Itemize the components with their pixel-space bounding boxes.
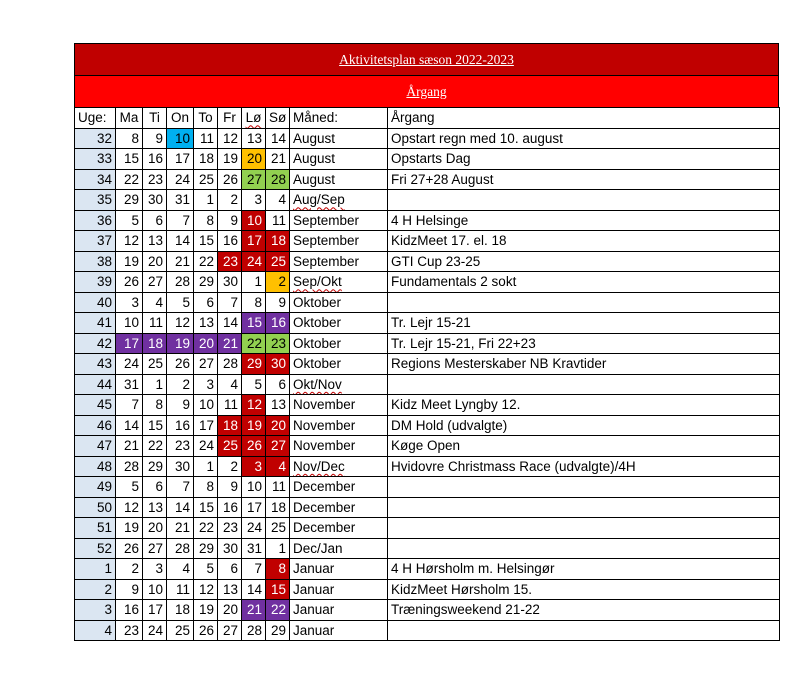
note-cell[interactable]: Opstarts Dag — [388, 149, 780, 170]
month-cell[interactable]: September — [290, 251, 388, 272]
week-row — [75, 333, 780, 354]
week-row — [75, 149, 780, 170]
day-cell[interactable]: 10 — [116, 313, 143, 334]
calendar-table — [74, 107, 780, 641]
day-cell[interactable]: 16 — [218, 231, 242, 252]
day-cell[interactable]: 11 — [167, 579, 194, 600]
note-cell[interactable] — [388, 190, 780, 211]
day-cell[interactable]: 6 — [194, 292, 218, 313]
day-cell[interactable]: 7 — [116, 395, 143, 416]
week-number-cell[interactable]: 44 — [75, 374, 116, 395]
week-number-cell[interactable]: 45 — [75, 395, 116, 416]
day-cell[interactable]: 21 — [167, 518, 194, 539]
day-cell[interactable]: 5 — [167, 292, 194, 313]
day-cell[interactable]: 8 — [143, 395, 167, 416]
day-cell[interactable]: 20 — [242, 149, 266, 170]
day-cell[interactable]: 14 — [116, 415, 143, 436]
day-cell[interactable]: 19 — [194, 600, 218, 621]
day-cell[interactable]: 2 — [116, 559, 143, 580]
day-cell[interactable]: 9 — [218, 477, 242, 498]
month-cell[interactable]: November — [290, 436, 388, 457]
day-cell[interactable]: 19 — [116, 518, 143, 539]
day-cell[interactable]: 15 — [266, 579, 290, 600]
day-cell[interactable]: 28 — [116, 456, 143, 477]
day-cell[interactable]: 29 — [266, 620, 290, 641]
day-cell[interactable]: 11 — [266, 477, 290, 498]
day-cell[interactable]: 28 — [167, 538, 194, 559]
header-month[interactable]: Måned: — [290, 108, 388, 129]
day-cell[interactable]: 24 — [167, 169, 194, 190]
week-row — [75, 477, 780, 498]
day-cell[interactable]: 28 — [167, 272, 194, 293]
day-cell[interactable]: 11 — [218, 395, 242, 416]
day-cell[interactable]: 22 — [266, 600, 290, 621]
day-cell[interactable]: 12 — [194, 579, 218, 600]
day-cell[interactable]: 13 — [266, 395, 290, 416]
day-cell[interactable]: 20 — [266, 415, 290, 436]
week-number-cell[interactable]: 41 — [75, 313, 116, 334]
month-cell[interactable]: Januar — [290, 600, 388, 621]
day-cell[interactable]: 16 — [143, 149, 167, 170]
month-cell[interactable]: September — [290, 210, 388, 231]
day-cell[interactable]: 24 — [194, 436, 218, 457]
day-cell[interactable]: 27 — [143, 272, 167, 293]
day-cell[interactable]: 29 — [143, 456, 167, 477]
week-row — [75, 538, 780, 559]
week-number-cell[interactable]: 47 — [75, 436, 116, 457]
day-cell[interactable]: 26 — [116, 272, 143, 293]
day-cell[interactable]: 18 — [218, 415, 242, 436]
day-cell[interactable]: 11 — [143, 313, 167, 334]
note-cell[interactable] — [388, 374, 780, 395]
day-cell[interactable]: 29 — [116, 190, 143, 211]
week-number-cell[interactable]: 33 — [75, 149, 116, 170]
note-cell[interactable]: Opstart regn med 10. august — [388, 128, 780, 149]
header-notes[interactable]: Årgang — [388, 108, 780, 129]
month-cell[interactable]: November — [290, 415, 388, 436]
day-cell[interactable]: 19 — [242, 415, 266, 436]
day-cell[interactable]: 23 — [218, 251, 242, 272]
day-cell[interactable]: 4 — [266, 456, 290, 477]
day-cell[interactable]: 1 — [143, 374, 167, 395]
week-row — [75, 354, 780, 375]
week-number-cell[interactable]: 40 — [75, 292, 116, 313]
day-cell[interactable]: 22 — [143, 436, 167, 457]
month-label: Sep/Okt — [293, 274, 342, 290]
day-cell[interactable]: 20 — [143, 518, 167, 539]
week-row — [75, 169, 780, 190]
day-cell[interactable]: 27 — [194, 354, 218, 375]
week-number-cell[interactable]: 34 — [75, 169, 116, 190]
note-cell[interactable]: Køge Open — [388, 436, 780, 457]
day-cell[interactable]: 8 — [194, 210, 218, 231]
day-cell[interactable]: 15 — [242, 313, 266, 334]
day-cell[interactable]: 4 — [167, 559, 194, 580]
day-cell[interactable]: 8 — [266, 559, 290, 580]
month-cell[interactable]: Oktober — [290, 354, 388, 375]
day-cell[interactable]: 24 — [242, 518, 266, 539]
day-cell[interactable]: 14 — [167, 497, 194, 518]
month-cell[interactable]: August — [290, 169, 388, 190]
month-cell[interactable] — [290, 374, 388, 395]
day-cell[interactable]: 13 — [194, 313, 218, 334]
day-cell[interactable]: 4 — [218, 374, 242, 395]
day-cell[interactable]: 27 — [143, 538, 167, 559]
day-cell[interactable]: 10 — [242, 210, 266, 231]
day-cell[interactable]: 8 — [194, 477, 218, 498]
week-row — [75, 497, 780, 518]
header-saturday-label: Lø — [245, 110, 262, 126]
day-cell[interactable]: 27 — [266, 436, 290, 457]
day-cell[interactable]: 14 — [167, 231, 194, 252]
day-cell[interactable]: 24 — [242, 251, 266, 272]
day-cell[interactable]: 13 — [143, 497, 167, 518]
day-cell[interactable]: 31 — [242, 538, 266, 559]
week-number-cell[interactable]: 32 — [75, 128, 116, 149]
note-cell[interactable]: Tr. Lejr 15-21, Fri 22+23 — [388, 333, 780, 354]
day-cell[interactable]: 9 — [116, 579, 143, 600]
note-cell[interactable]: Tr. Lejr 15-21 — [388, 313, 780, 334]
day-cell[interactable]: 17 — [167, 149, 194, 170]
activity-plan-sheet — [74, 43, 779, 641]
week-row — [75, 456, 780, 477]
week-row — [75, 231, 780, 252]
day-cell[interactable]: 1 — [194, 190, 218, 211]
day-cell[interactable]: 23 — [266, 333, 290, 354]
day-cell[interactable]: 23 — [218, 518, 242, 539]
day-cell[interactable]: 16 — [167, 415, 194, 436]
day-cell[interactable]: 1 — [266, 538, 290, 559]
month-cell[interactable]: Oktober — [290, 292, 388, 313]
month-cell[interactable]: Dec/Jan — [290, 538, 388, 559]
day-cell[interactable]: 26 — [116, 538, 143, 559]
day-cell[interactable]: 30 — [167, 456, 194, 477]
day-cell[interactable]: 20 — [143, 251, 167, 272]
month-label: Nov/Dec — [293, 458, 345, 474]
day-cell[interactable]: 21 — [266, 149, 290, 170]
day-cell[interactable]: 7 — [167, 210, 194, 231]
week-number-cell[interactable]: 50 — [75, 497, 116, 518]
day-cell[interactable]: 7 — [242, 559, 266, 580]
day-cell[interactable]: 4 — [266, 190, 290, 211]
day-cell[interactable]: 30 — [143, 190, 167, 211]
day-cell[interactable]: 12 — [116, 231, 143, 252]
note-cell[interactable]: DM Hold (udvalgte) — [388, 415, 780, 436]
month-cell[interactable]: Oktober — [290, 333, 388, 354]
note-cell[interactable]: KidzMeet Hørsholm 15. — [388, 579, 780, 600]
day-cell[interactable]: 3 — [242, 456, 266, 477]
day-cell[interactable]: 13 — [242, 128, 266, 149]
note-cell[interactable]: Hvidovre Christmass Race (udvalgte)/4H — [388, 456, 780, 477]
day-cell[interactable]: 30 — [266, 354, 290, 375]
note-cell[interactable] — [388, 292, 780, 313]
day-cell[interactable]: 15 — [194, 231, 218, 252]
week-row — [75, 210, 780, 231]
day-cell[interactable]: 14 — [242, 579, 266, 600]
day-cell[interactable]: 12 — [116, 497, 143, 518]
day-cell[interactable]: 18 — [266, 231, 290, 252]
day-cell[interactable]: 25 — [143, 354, 167, 375]
day-cell[interactable]: 16 — [218, 497, 242, 518]
month-cell[interactable]: August — [290, 128, 388, 149]
plan-title[interactable]: Aktivitetsplan sæson 2022-2023 — [74, 43, 779, 75]
day-cell[interactable]: 2 — [266, 272, 290, 293]
month-cell[interactable]: Januar — [290, 559, 388, 580]
day-cell[interactable]: 29 — [194, 272, 218, 293]
week-number-cell[interactable]: 39 — [75, 272, 116, 293]
day-cell[interactable]: 6 — [143, 477, 167, 498]
note-cell[interactable]: Træningsweekend 21-22 — [388, 600, 780, 621]
header-tuesday[interactable]: Ti — [143, 108, 167, 129]
day-cell[interactable]: 27 — [242, 169, 266, 190]
week-number-cell[interactable]: 46 — [75, 415, 116, 436]
day-cell[interactable]: 18 — [266, 497, 290, 518]
day-cell[interactable]: 22 — [116, 169, 143, 190]
day-cell[interactable]: 12 — [167, 313, 194, 334]
day-cell[interactable]: 3 — [143, 559, 167, 580]
header-week[interactable]: Uge: — [75, 108, 116, 129]
day-cell[interactable]: 18 — [194, 149, 218, 170]
note-cell[interactable]: Fri 27+28 August — [388, 169, 780, 190]
month-cell[interactable]: Januar — [290, 620, 388, 641]
week-number-cell[interactable]: 42 — [75, 333, 116, 354]
day-cell[interactable]: 28 — [218, 354, 242, 375]
note-cell[interactable]: Fundamentals 2 sokt — [388, 272, 780, 293]
note-cell[interactable] — [388, 538, 780, 559]
day-cell[interactable]: 25 — [266, 251, 290, 272]
day-cell[interactable]: 29 — [194, 538, 218, 559]
day-cell[interactable]: 8 — [242, 292, 266, 313]
day-cell[interactable]: 17 — [143, 600, 167, 621]
day-cell[interactable]: 13 — [143, 231, 167, 252]
week-row — [75, 313, 780, 334]
note-cell[interactable] — [388, 497, 780, 518]
day-cell[interactable]: 21 — [116, 436, 143, 457]
week-number-cell[interactable]: 1 — [75, 559, 116, 580]
day-cell[interactable]: 28 — [266, 169, 290, 190]
day-cell[interactable]: 15 — [116, 149, 143, 170]
note-cell[interactable]: Kidz Meet Lyngby 12. — [388, 395, 780, 416]
note-cell[interactable] — [388, 477, 780, 498]
day-cell[interactable]: 25 — [167, 620, 194, 641]
day-cell[interactable]: 5 — [116, 210, 143, 231]
day-cell[interactable]: 10 — [167, 128, 194, 149]
month-cell[interactable]: August — [290, 149, 388, 170]
day-cell[interactable]: 30 — [218, 272, 242, 293]
day-cell[interactable]: 15 — [143, 415, 167, 436]
day-cell[interactable]: 4 — [143, 292, 167, 313]
week-number-cell[interactable]: 2 — [75, 579, 116, 600]
week-row — [75, 436, 780, 457]
day-cell[interactable]: 29 — [242, 354, 266, 375]
day-cell[interactable]: 5 — [194, 559, 218, 580]
day-cell[interactable]: 1 — [194, 456, 218, 477]
day-cell[interactable]: 24 — [143, 620, 167, 641]
week-row — [75, 395, 780, 416]
day-cell[interactable]: 13 — [218, 579, 242, 600]
day-cell[interactable]: 7 — [218, 292, 242, 313]
day-cell[interactable]: 23 — [116, 620, 143, 641]
day-cell[interactable]: 11 — [194, 128, 218, 149]
day-cell[interactable]: 3 — [242, 190, 266, 211]
day-cell[interactable]: 2 — [218, 456, 242, 477]
week-row — [75, 518, 780, 539]
day-cell[interactable]: 28 — [242, 620, 266, 641]
day-cell[interactable]: 31 — [167, 190, 194, 211]
month-cell[interactable]: Oktober — [290, 313, 388, 334]
week-number-cell[interactable]: 3 — [75, 600, 116, 621]
week-row — [75, 559, 780, 580]
header-saturday[interactable] — [242, 108, 266, 129]
day-cell[interactable]: 19 — [116, 251, 143, 272]
day-cell[interactable]: 3 — [194, 374, 218, 395]
day-cell[interactable]: 30 — [218, 538, 242, 559]
day-cell[interactable]: 16 — [116, 600, 143, 621]
day-cell[interactable]: 6 — [143, 210, 167, 231]
week-row — [75, 620, 780, 641]
day-cell[interactable]: 17 — [242, 497, 266, 518]
month-cell[interactable]: December — [290, 497, 388, 518]
day-cell[interactable]: 19 — [167, 333, 194, 354]
note-cell[interactable]: Regions Mesterskaber NB Kravtider — [388, 354, 780, 375]
note-cell[interactable] — [388, 620, 780, 641]
day-cell[interactable]: 10 — [143, 579, 167, 600]
day-cell[interactable]: 21 — [218, 333, 242, 354]
day-cell[interactable]: 10 — [194, 395, 218, 416]
month-cell[interactable]: September — [290, 231, 388, 252]
day-cell[interactable]: 24 — [116, 354, 143, 375]
week-row — [75, 374, 780, 395]
week-number-cell[interactable]: 48 — [75, 456, 116, 477]
day-cell[interactable]: 26 — [194, 620, 218, 641]
header-row — [75, 108, 780, 129]
header-sunday[interactable]: Sø — [266, 108, 290, 129]
week-row — [75, 600, 780, 621]
day-cell[interactable]: 19 — [218, 149, 242, 170]
header-friday[interactable]: Fr — [218, 108, 242, 129]
week-number-cell[interactable]: 4 — [75, 620, 116, 641]
day-cell[interactable]: 26 — [167, 354, 194, 375]
month-cell[interactable] — [290, 272, 388, 293]
day-cell[interactable]: 20 — [218, 600, 242, 621]
day-cell[interactable]: 26 — [218, 169, 242, 190]
month-cell[interactable]: December — [290, 518, 388, 539]
day-cell[interactable]: 17 — [242, 231, 266, 252]
day-cell[interactable]: 20 — [194, 333, 218, 354]
header-wednesday[interactable]: On — [167, 108, 194, 129]
week-number-cell[interactable]: 43 — [75, 354, 116, 375]
week-number-cell[interactable]: 35 — [75, 190, 116, 211]
day-cell[interactable]: 8 — [116, 128, 143, 149]
plan-subtitle[interactable]: Årgang — [74, 75, 779, 107]
note-cell[interactable]: 4 H Hørsholm m. Helsingør — [388, 559, 780, 580]
day-cell[interactable]: 6 — [218, 559, 242, 580]
week-row — [75, 190, 780, 211]
day-cell[interactable]: 11 — [266, 210, 290, 231]
day-cell[interactable]: 9 — [167, 395, 194, 416]
day-cell[interactable]: 9 — [143, 128, 167, 149]
day-cell[interactable]: 25 — [194, 169, 218, 190]
day-cell[interactable]: 1 — [242, 272, 266, 293]
note-cell[interactable]: GTI Cup 23-25 — [388, 251, 780, 272]
day-cell[interactable]: 23 — [143, 169, 167, 190]
day-cell[interactable]: 17 — [194, 415, 218, 436]
month-cell[interactable]: Januar — [290, 579, 388, 600]
month-label: Aug/Sep — [293, 192, 345, 208]
month-cell[interactable]: December — [290, 477, 388, 498]
week-number-cell[interactable]: 52 — [75, 538, 116, 559]
day-cell[interactable]: 27 — [218, 620, 242, 641]
week-row — [75, 251, 780, 272]
week-row — [75, 128, 780, 149]
day-cell[interactable]: 18 — [167, 600, 194, 621]
day-cell[interactable]: 22 — [242, 333, 266, 354]
day-cell[interactable]: 14 — [218, 313, 242, 334]
week-number-cell[interactable]: 36 — [75, 210, 116, 231]
day-cell[interactable]: 7 — [167, 477, 194, 498]
day-cell[interactable]: 5 — [116, 477, 143, 498]
day-cell[interactable]: 26 — [242, 436, 266, 457]
day-cell[interactable]: 9 — [218, 210, 242, 231]
day-cell[interactable]: 21 — [242, 600, 266, 621]
month-cell[interactable]: November — [290, 395, 388, 416]
week-number-cell[interactable]: 38 — [75, 251, 116, 272]
day-cell[interactable]: 3 — [116, 292, 143, 313]
day-cell[interactable]: 15 — [194, 497, 218, 518]
day-cell[interactable]: 12 — [218, 128, 242, 149]
day-cell[interactable]: 18 — [143, 333, 167, 354]
day-cell[interactable]: 31 — [116, 374, 143, 395]
month-label: Okt/Nov — [293, 376, 342, 392]
day-cell[interactable]: 9 — [266, 292, 290, 313]
day-cell[interactable]: 23 — [167, 436, 194, 457]
day-cell[interactable]: 22 — [194, 518, 218, 539]
header-monday[interactable]: Ma — [116, 108, 143, 129]
day-cell[interactable]: 25 — [218, 436, 242, 457]
week-row — [75, 272, 780, 293]
note-cell[interactable] — [388, 518, 780, 539]
day-cell[interactable]: 14 — [266, 128, 290, 149]
day-cell[interactable]: 25 — [266, 518, 290, 539]
note-cell[interactable]: KidzMeet 17. el. 18 — [388, 231, 780, 252]
day-cell[interactable]: 17 — [116, 333, 143, 354]
day-cell[interactable]: 2 — [167, 374, 194, 395]
day-cell[interactable]: 12 — [242, 395, 266, 416]
day-cell[interactable]: 21 — [167, 251, 194, 272]
day-cell[interactable]: 16 — [266, 313, 290, 334]
week-row — [75, 579, 780, 600]
week-row — [75, 415, 780, 436]
month-cell[interactable] — [290, 456, 388, 477]
day-cell[interactable]: 2 — [218, 190, 242, 211]
week-number-cell[interactable]: 37 — [75, 231, 116, 252]
header-thursday[interactable]: To — [194, 108, 218, 129]
week-row — [75, 292, 780, 313]
week-number-cell[interactable]: 49 — [75, 477, 116, 498]
day-cell[interactable]: 22 — [194, 251, 218, 272]
day-cell[interactable]: 5 — [242, 374, 266, 395]
week-number-cell[interactable]: 51 — [75, 518, 116, 539]
day-cell[interactable]: 10 — [242, 477, 266, 498]
day-cell[interactable]: 6 — [266, 374, 290, 395]
month-cell[interactable] — [290, 190, 388, 211]
note-cell[interactable]: 4 H Helsinge — [388, 210, 780, 231]
